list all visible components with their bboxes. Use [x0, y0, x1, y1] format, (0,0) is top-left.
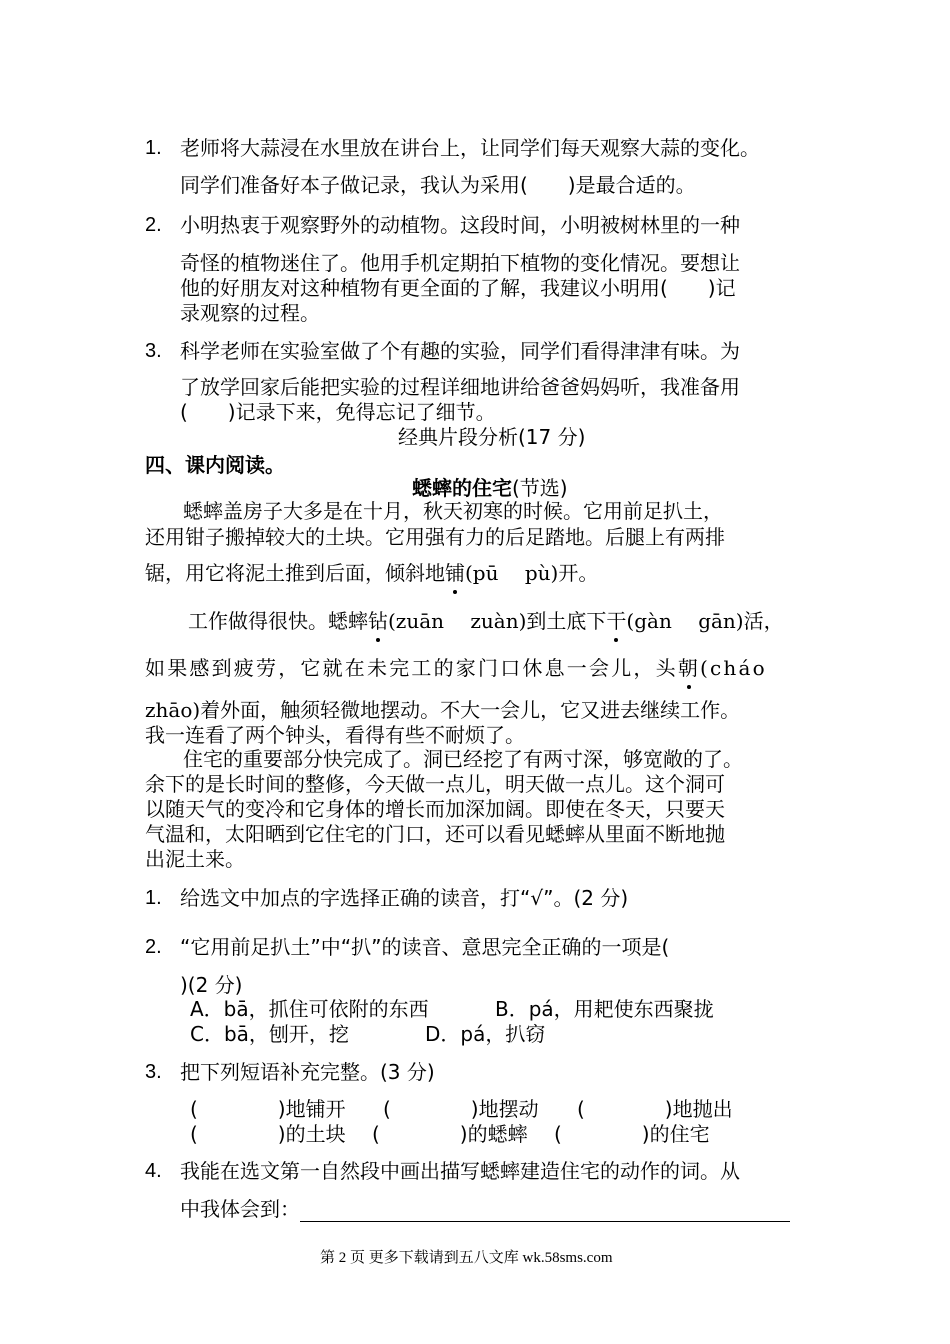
option-c: C．bā，刨开，挖 — [190, 1022, 349, 1046]
question-number: 1. — [145, 887, 162, 909]
text-run: (cháo — [700, 656, 767, 680]
item-text-line: ( )记录下来，免得忘记了细节。 — [180, 400, 496, 424]
passage-title-text: 蟋蟀的住宅 — [412, 476, 512, 500]
item-text-line: 同学们准备好本子做记录，我认为采用( )是最合适的。 — [180, 173, 696, 197]
phrase-blank: ( )的住宅 — [554, 1122, 710, 1146]
question-number: 4. — [145, 1160, 162, 1182]
text-run: 中我体会到： — [180, 1197, 300, 1221]
phrase-blank: ( )地抛出 — [577, 1097, 733, 1121]
passage-title-note: (节选) — [512, 476, 568, 500]
part-title: 四、课内阅读。 — [145, 453, 285, 477]
passage-line: 蟋蟀盖房子大多是在十月，秋天初寒的时候。它用前足扒土， — [183, 499, 723, 523]
phrase-blank: ( )地铺开 — [190, 1097, 346, 1121]
item-text-line: 奇怪的植物迷住了。他用手机定期拍下植物的变化情况。要想让 — [180, 251, 740, 275]
passage-line: 以随天气的变冷和它身体的增长而加深加阔。即使在冬天，只要天 — [145, 797, 725, 821]
text-run: 工作做得很快。蟋蟀 — [188, 609, 368, 633]
question-text: 把下列短语补充完整。(3 分) — [180, 1060, 435, 1084]
item-text-line: 了放学回家后能把实验的过程详细地讲给爸爸妈妈听，我准备用 — [180, 375, 740, 399]
passage-line — [145, 560, 598, 586]
dotted-character: 铺 — [445, 561, 465, 585]
item-text-line: 他的好朋友对这种植物有更全面的了解，我建议小明用( )记 — [180, 276, 736, 300]
phrase-blank: ( )的土块 — [190, 1122, 346, 1146]
question-text: 我能在选文第一自然段中画出描写蟋蟀建造住宅的动作的词。从 — [180, 1159, 740, 1183]
question-text: )(2 分) — [180, 973, 243, 997]
text-run: (zuān zuàn)到土底下 — [388, 609, 607, 633]
dotted-character: 干 — [606, 609, 627, 633]
item-text-line: 科学老师在实验室做了个有趣的实验，同学们看得津津有味。为 — [180, 339, 740, 363]
text-run: 锯，用它将泥土推到后面，倾斜地 — [145, 561, 445, 585]
item-number: 1. — [145, 137, 162, 159]
phrase-blank: ( )的蟋蟀 — [372, 1122, 528, 1146]
text-run: (pū pù)开。 — [465, 561, 599, 585]
section-title: 经典片段分析(17 分) — [398, 425, 586, 449]
text-run: (gàn gān)活， — [626, 609, 784, 633]
dotted-character: 钻 — [368, 609, 388, 633]
item-number: 3. — [145, 340, 162, 362]
question-number: 3. — [145, 1061, 162, 1083]
question-number: 2. — [145, 936, 162, 958]
option-b: B．pá，用耙使东西聚拢 — [495, 997, 714, 1021]
item-text-line: 小明热衷于观察野外的动植物。这段时间，小明被树林里的一种 — [180, 213, 740, 237]
question-text-line — [180, 1196, 790, 1222]
answer-line[interactable] — [300, 1201, 790, 1222]
page-footer: 第 2 页 更多下载请到五八文库 wk.58sms.com — [320, 1250, 613, 1266]
passage-line: 余下的是长时间的整修，今天做一点儿，明天做一点儿。这个洞可 — [145, 772, 725, 796]
passage-line: 我一连看了两个钟头，看得有些不耐烦了。 — [145, 723, 525, 747]
option-d: D．pá，扒窃 — [425, 1022, 546, 1046]
passage-line: 住宅的重要部分快完成了。洞已经挖了有两寸深，够宽敞的了。 — [183, 747, 743, 771]
passage-line — [145, 655, 767, 681]
question-text: 给选文中加点的字选择正确的读音，打“√”。(2 分) — [180, 886, 629, 910]
item-number: 2. — [145, 214, 162, 236]
option-a: A．bā，抓住可依附的东西 — [190, 997, 429, 1021]
item-text-line: 老师将大蒜浸在水里放在讲台上，让同学们每天观察大蒜的变化。 — [180, 136, 760, 160]
passage-line: 出泥土来。 — [145, 847, 245, 871]
phrase-blank: ( )地摆动 — [383, 1097, 539, 1121]
passage-line — [188, 608, 784, 634]
item-text-line: 录观察的过程。 — [180, 301, 320, 325]
passage-line: 还用钳子搬掉较大的土块。它用强有力的后足踏地。后腿上有两排 — [145, 525, 725, 549]
passage-line: 气温和，太阳晒到它住宅的门口，还可以看见蟋蟀从里面不断地抛 — [145, 822, 725, 846]
question-text: “它用前足扒土”中“扒”的读音、意思完全正确的一项是( — [180, 935, 670, 959]
passage-line: zhāo)着外面，触须轻微地摆动。不大一会儿，它又进去继续工作。 — [145, 698, 741, 722]
dotted-character: 朝 — [677, 656, 701, 680]
text-run: 如果感到疲劳，它就在未完工的家门口休息一会儿，头 — [145, 656, 678, 680]
